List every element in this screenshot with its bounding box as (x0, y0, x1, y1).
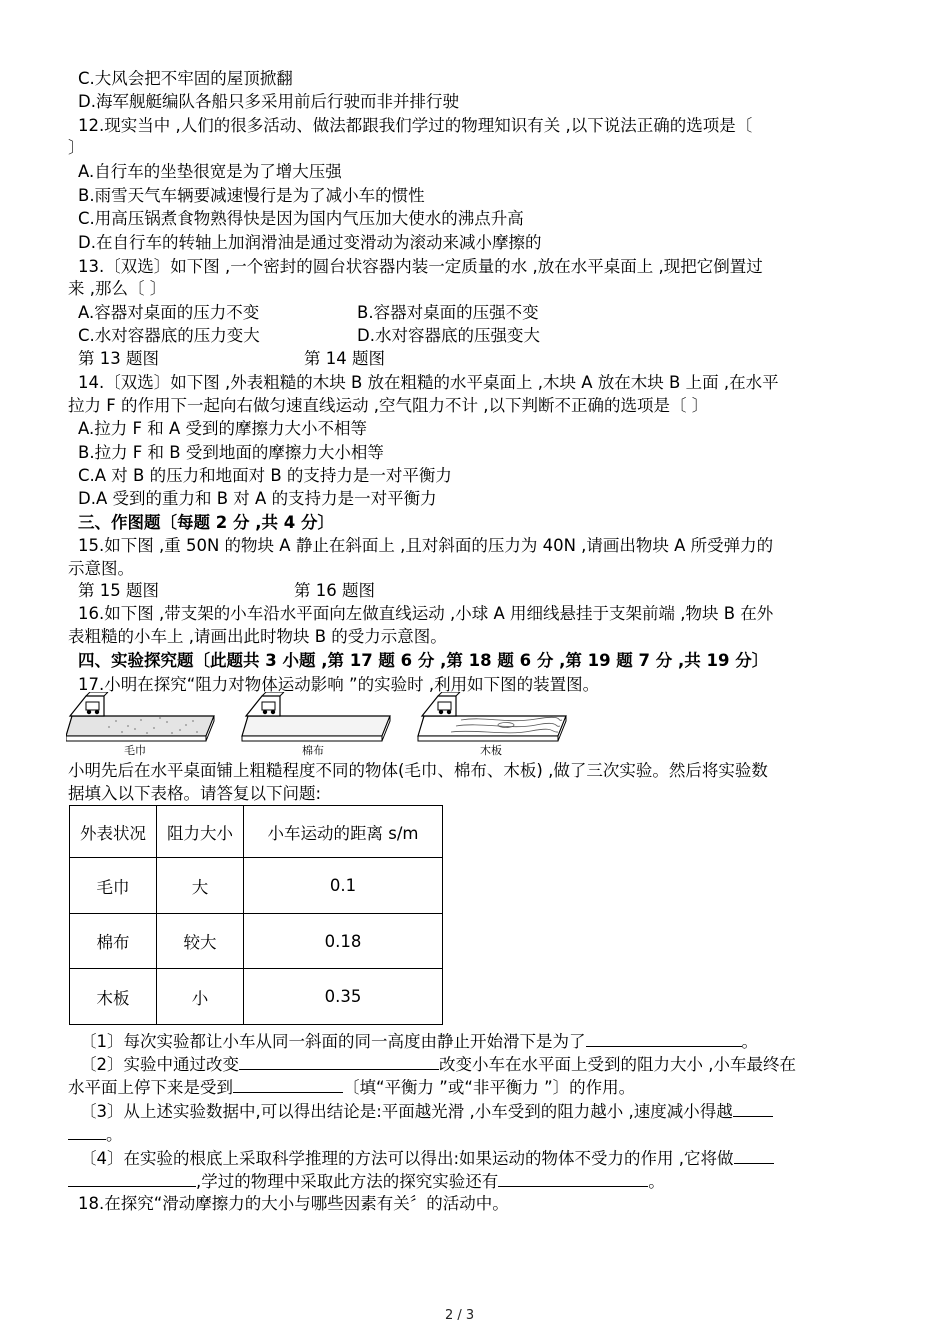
option-12c: C.用高压锅煮食物熟得快是因为国内气压加大使水的沸点升高 (78, 209, 524, 228)
table-row (70, 969, 443, 1025)
question-15-cont: 示意图。 (68, 559, 134, 578)
question-17-1 (80, 1029, 758, 1053)
question-16: 16.如下图 ,带支架的小车沿水平面向左做直线运动 ,小球 A 用细线悬挂于支架前端 ,物块 B 在外 (78, 604, 774, 623)
table-row (70, 858, 443, 914)
table-cell: 0.1 (244, 858, 443, 914)
question-17-desc-cont: 据填入以下表格。请答复以下问题: (68, 784, 322, 803)
option-13a: A.容器对桌面的压力不变 (78, 303, 260, 322)
page-number: 2 / 3 (445, 1308, 475, 1323)
q3-text: 〔3〕从上述实验数据中,可以得出结论是:平面越光滑 ,小车受到的阻力越小 ,速度减小得越 (80, 1102, 733, 1121)
q3-end: 。 (106, 1125, 123, 1144)
question-16-cont: 表粗糙的小车上 ,请画出此时物块 B 的受力示意图。 (68, 627, 447, 646)
option-13d: D.水对容器底的压强变大 (357, 326, 540, 345)
q4-text-b: ,学过的物理中采取此方法的探究实验还有 (196, 1172, 499, 1191)
question-17: 17.小明在探究“阻力对物体运动影响 ”的实验时 ,利用如下图的装置图。 (78, 675, 600, 694)
question-15: 15.如下图 ,重 50N 的物块 A 静止在斜面上 ,且对斜面的压力为 40N ,请画出物块 A 所受弹力的 (78, 536, 774, 555)
table-header-row (70, 806, 443, 858)
wood-setup (418, 692, 566, 741)
option-13c: C.水对容器底的压力变大 (78, 326, 260, 345)
section-4-heading: 四、实验探究题〔此题共 3 小题 ,第 17 题 6 分 ,第 18 题 6 分 ,第 19 题 7 分 ,共 19 分〕 (78, 651, 769, 670)
answer-blank-6[interactable] (498, 1169, 648, 1187)
question-14: 14.〔双选〕如下图 ,外表粗糙的木块 B 放在粗糙的水平桌面上 ,木块 A 放在木块 B 上面 ,在水平 (78, 373, 779, 392)
question-17-3-cont (68, 1122, 123, 1146)
cotton-setup (242, 692, 390, 741)
section-3-heading: 三、作图题〔每题 2 分 ,共 4 分〕 (78, 513, 334, 532)
q2-text-d: 〔填“平衡力 ”或“非平衡力 ”〕的作用。 (343, 1078, 636, 1097)
table-cell: 0.35 (244, 969, 443, 1025)
towel-setup (66, 692, 214, 741)
experiment-figure (66, 692, 586, 758)
question-17-2-cont (68, 1075, 635, 1099)
label-wood: 木板 (480, 744, 502, 757)
answer-blank-5b[interactable] (68, 1169, 196, 1187)
option-12d: D.在自行车的转轴上加润滑油是通过变滑动为滚动来减小摩擦的 (78, 233, 542, 252)
question-17-desc: 小明先后在水平桌面铺上粗糙程度不同的物体(毛巾、棉布、木板) ,做了三次实验。然后将实验数 (68, 761, 768, 780)
answer-blank-5a[interactable] (734, 1146, 774, 1164)
question-17-4-cont (68, 1169, 665, 1193)
table-cell: 小 (157, 969, 244, 1025)
option-13b: B.容器对桌面的压强不变 (357, 303, 539, 322)
option-14d: D.A 受到的重力和 B 对 A 的支持力是一对平衡力 (78, 489, 437, 508)
table-cell: 木板 (70, 969, 157, 1025)
table-header-cell: 小车运动的距离 s/m (244, 806, 443, 858)
option-14b: B.拉力 F 和 B 受到地面的摩擦力大小相等 (78, 443, 384, 462)
q2-text-b: 改变小车在水平面上受到的阻力大小 ,小车最终在 (439, 1055, 796, 1074)
question-17-4 (80, 1146, 774, 1170)
table-header-cell: 外表状况 (70, 806, 157, 858)
figure-15-caption: 第 15 题图 (78, 581, 159, 600)
q2-text-c: 水平面上停下来是受到 (68, 1078, 233, 1097)
table-header-cell: 阻力大小 (157, 806, 244, 858)
figure-13-caption: 第 13 题图 (78, 349, 159, 368)
q2-text-a: 〔2〕实验中通过改变 (80, 1055, 239, 1074)
question-13: 13.〔双选〕如下图 ,一个密封的圆台状容器内装一定质量的水 ,放在水平桌面上 ,现把它倒置过 (78, 257, 763, 276)
option-12c-prev: C.大风会把不牢固的屋顶掀翻 (78, 69, 293, 88)
figure-16-caption: 第 16 题图 (294, 581, 375, 600)
question-17-2 (80, 1052, 796, 1076)
q4-end: 。 (648, 1172, 665, 1191)
table-cell: 棉布 (70, 914, 157, 969)
option-14a: A.拉力 F 和 A 受到的摩擦力大小不相等 (78, 419, 367, 438)
answer-blank-4b[interactable] (68, 1122, 106, 1140)
option-11d: D.海军舰艇编队各船只多采用前后行驶而非并排行驶 (78, 92, 459, 111)
answer-blank-1[interactable] (586, 1029, 742, 1047)
question-14-cont: 拉力 F 的作用下一起向右做匀速直线运动 ,空气阻力不计 ,以下判断不正确的选项是〔 〕 (68, 396, 709, 415)
table-cell: 0.18 (244, 914, 443, 969)
label-cotton: 棉布 (302, 744, 324, 757)
answer-blank-2[interactable] (239, 1052, 439, 1070)
data-table (69, 805, 443, 1025)
option-12a: A.自行车的坐垫很宽是为了增大压强 (78, 162, 342, 181)
table-cell: 大 (157, 858, 244, 914)
question-12-bracket: 〕 (68, 138, 85, 157)
answer-blank-4a[interactable] (733, 1099, 773, 1117)
table-row (70, 914, 443, 969)
q1-text: 〔1〕每次实验都让小车从同一斜面的同一高度由静止开始滑下是为了 (80, 1032, 586, 1051)
option-12b: B.雨雪天气车辆要减速慢行是为了减小车的惯性 (78, 186, 425, 205)
question-13-cont: 来 ,那么〔 〕 (68, 279, 167, 298)
q1-end: 。 (741, 1032, 758, 1051)
table-cell: 毛巾 (70, 858, 157, 914)
question-12: 12.现实当中 ,人们的很多活动、做法都跟我们学过的物理知识有关 ,以下说法正确的选项是〔 (78, 116, 753, 135)
answer-blank-3[interactable] (233, 1075, 343, 1093)
table-cell: 较大 (157, 914, 244, 969)
q4-text-a: 〔4〕在实验的根底上采取科学推理的方法可以得出:如果运动的物体不受力的作用 ,它将做 (80, 1149, 734, 1168)
figure-14-caption: 第 14 题图 (304, 349, 385, 368)
question-17-3 (80, 1099, 773, 1123)
label-towel: 毛巾 (124, 744, 146, 757)
option-14c: C.A 对 B 的压力和地面对 B 的支持力是一对平衡力 (78, 466, 452, 485)
question-18: 18.在探究“滑动摩擦力的大小与哪些因素有关〞的活动中。 (78, 1194, 509, 1213)
